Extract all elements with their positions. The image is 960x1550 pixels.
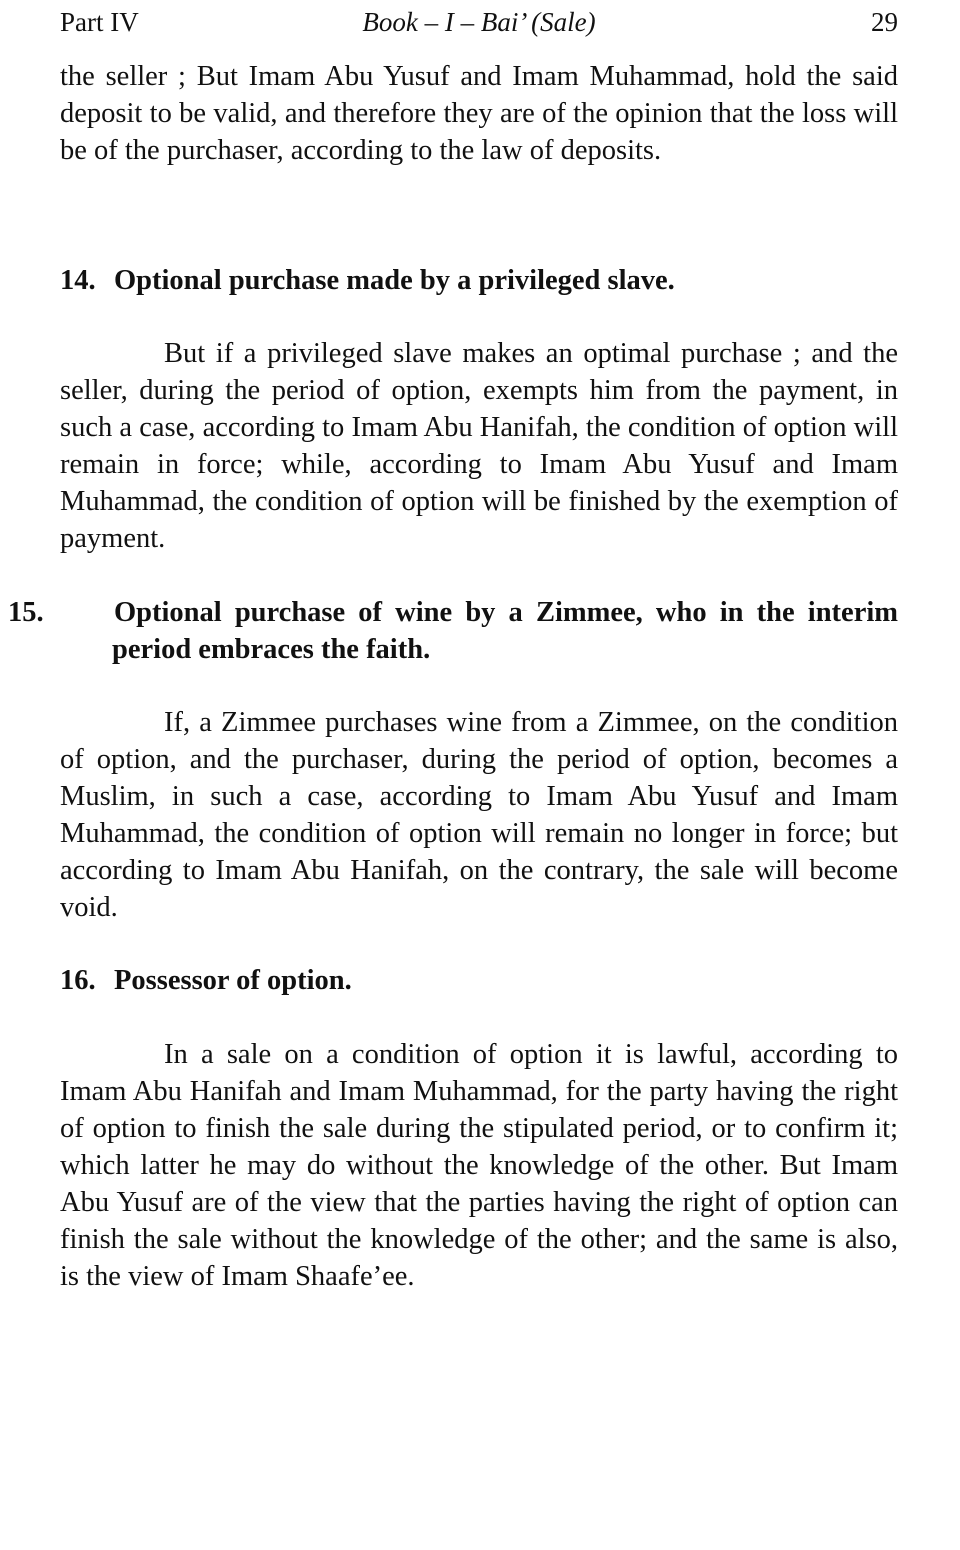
section-16-heading [60,962,898,999]
section-14-heading [60,262,898,299]
section-14-title: Optional purchase made by a privileged slave. [114,265,675,296]
part-label: Part IV [60,7,139,37]
section-16-title: Possessor of option. [114,965,352,996]
section-14-number: 14. [60,265,96,296]
intro-paragraph: the seller ; But Imam Abu Yusuf and Imam Muhammad, hold the said deposit to be valid, and therefore they are of the opinion that the loss will be of the purchaser, according to the law of deposits. [60,61,898,166]
section-15-title: Optional purchase of wine by a Zimmee, who in the interim period embraces the faith. [112,597,898,665]
section-15-paragraph: If, a Zimmee purchases wine from a Zimmee, on the condition of option, and the purchaser, during the period of option, becomes a Muslim, in such a case, according to Imam Abu Yusuf and Imam Muhammad, the condition of option will remain no longer in force; but according to Imam Abu Hanifah, on the contrary, the sale will become void. [60,707,898,923]
book-title: Book – I – Bai’ (Sale) [362,7,596,37]
section-14-paragraph: But if a privileged slave makes an optimal purchase ; and the seller, during the period of option, exempts him from the payment, in such a case, according to Imam Abu Hanifah, the condition of option will remain in force; while, according to Imam Abu Yusuf and Imam Muhammad, the condition of option will be finished by the exemption of payment. [60,338,898,554]
page-number: 29 [871,7,898,37]
section-15-heading [8,594,898,668]
section-16-paragraph: In a sale on a condition of option it is lawful, according to Imam Abu Hanifah and Imam Muhammad, for the party having the right of option to finish the sale during the stipulated period, or to confirm it; which latter he may do without the knowledge of the other. But Imam Abu Yusuf are of the view that the parties having the right of option can finish the sale without the knowledge of the other; and the same is also, is the view of Imam Shaafe’ee. [60,1039,898,1292]
section-16-number: 16. [60,965,96,996]
running-header [60,4,898,40]
section-15-number: 15. [8,597,44,628]
